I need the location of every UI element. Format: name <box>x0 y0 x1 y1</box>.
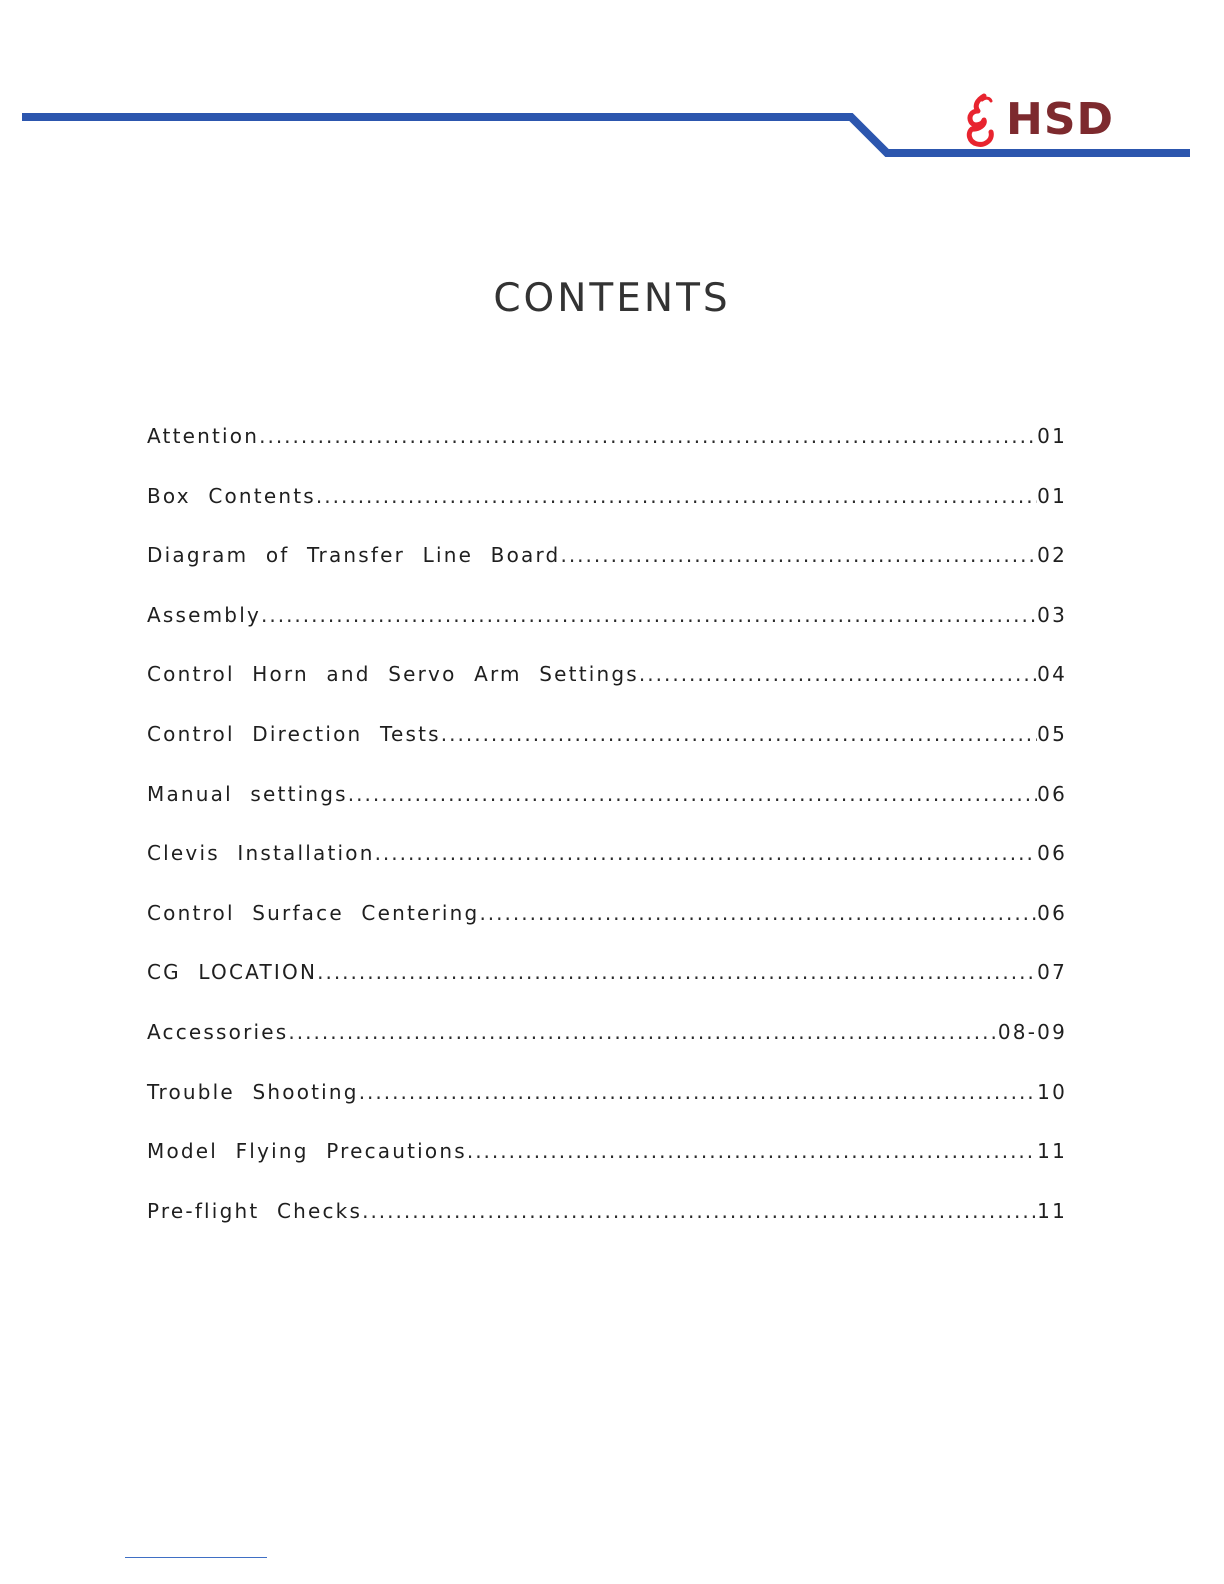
toc-entry-label: Attention <box>147 424 260 448</box>
flame-logo-icon <box>962 92 1000 148</box>
toc-entry-label: Pre-flight Checks <box>147 1198 363 1223</box>
toc-entry-label: Diagram of Transfer Line Board <box>147 543 561 568</box>
toc-entry-label: Accessories <box>147 1019 289 1044</box>
toc-entry <box>147 1020 1067 1080</box>
toc-entry-page: 08-09 <box>997 1019 1067 1044</box>
toc-entry <box>147 662 1067 722</box>
toc-entry <box>147 1139 1067 1199</box>
toc-entry-page: 05 <box>1037 721 1067 746</box>
toc-leader-dots <box>362 1199 1037 1223</box>
toc-entry-page: 06 <box>1037 781 1067 806</box>
brand-wordmark: HSD <box>1006 94 1115 145</box>
toc-leader-dots <box>375 841 1038 865</box>
toc-entry <box>147 722 1067 782</box>
toc-entry <box>147 543 1067 603</box>
toc-entry <box>147 901 1067 961</box>
toc-entry-label: Manual settings <box>147 781 348 806</box>
toc-entry-page: 01 <box>1037 483 1067 508</box>
toc-entry-label: Clevis Installation <box>147 841 375 866</box>
footer-rule <box>125 1557 267 1558</box>
toc-entry <box>147 424 1067 484</box>
toc-entry-page: 11 <box>1037 1198 1067 1223</box>
toc-entry <box>147 1199 1067 1259</box>
toc-entry-label: CG LOCATION <box>147 960 318 985</box>
toc-entry-page: 06 <box>1037 841 1067 866</box>
toc-entry-label: Trouble Shooting <box>147 1079 359 1104</box>
toc-entry-page: 07 <box>1037 960 1067 985</box>
toc-entry-label: Model Flying Precautions <box>147 1139 467 1164</box>
toc-entry-page: 04 <box>1037 662 1067 687</box>
toc-leader-dots <box>316 484 1037 508</box>
toc-entry-label: Control Surface Centering <box>147 900 480 925</box>
toc-leader-dots <box>441 722 1037 746</box>
toc-entry-page: 03 <box>1037 602 1067 627</box>
toc-leader-dots <box>639 662 1037 686</box>
table-of-contents <box>147 424 1067 1258</box>
toc-entry-page: 11 <box>1037 1139 1067 1164</box>
toc-leader-dots <box>288 1020 997 1044</box>
toc-entry <box>147 1080 1067 1140</box>
toc-leader-dots <box>259 424 1037 448</box>
toc-entry-label: Control Direction Tests <box>147 721 441 746</box>
toc-entry <box>147 841 1067 901</box>
toc-entry-page: 10 <box>1037 1079 1067 1104</box>
toc-leader-dots <box>261 603 1037 627</box>
toc-leader-dots <box>348 782 1037 806</box>
toc-entry-page: 01 <box>1037 424 1067 448</box>
toc-entry-label: Control Horn and Servo Arm Settings <box>147 662 639 687</box>
toc-leader-dots <box>317 960 1037 984</box>
toc-entry <box>147 960 1067 1020</box>
toc-entry <box>147 603 1067 663</box>
toc-leader-dots <box>359 1080 1037 1104</box>
toc-leader-dots <box>560 543 1037 567</box>
toc-entry-page: 02 <box>1037 543 1067 568</box>
toc-leader-dots <box>467 1139 1037 1163</box>
toc-entry-label: Assembly <box>147 602 261 627</box>
toc-entry-page: 06 <box>1037 900 1067 925</box>
page-title: CONTENTS <box>493 276 731 321</box>
toc-leader-dots <box>479 901 1037 925</box>
toc-entry <box>147 484 1067 544</box>
toc-entry-label: Box Contents <box>147 483 316 508</box>
toc-entry <box>147 782 1067 842</box>
brand-logo <box>962 90 1114 150</box>
